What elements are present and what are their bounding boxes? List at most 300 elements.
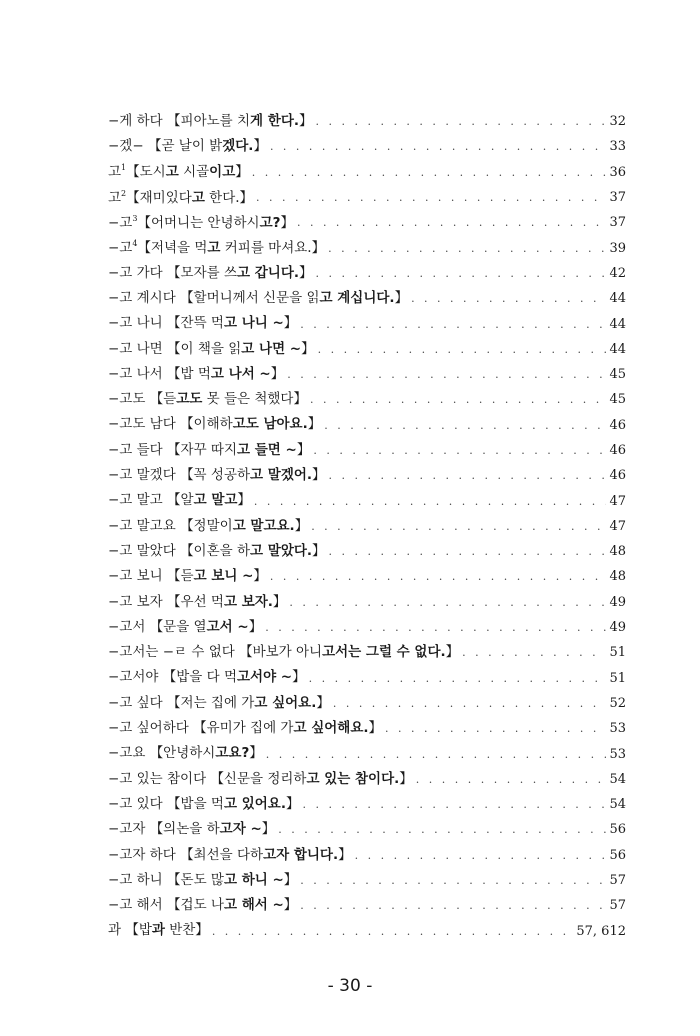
toc-entry — [108, 311, 626, 336]
example-highlight: 고도 남아요. — [232, 416, 308, 433]
toc-entry — [108, 438, 626, 463]
entry-example — [167, 568, 267, 584]
entry-label — [108, 190, 253, 206]
entry-headword: −겠− — [108, 138, 148, 155]
entry-page-number: 52 — [609, 695, 626, 711]
example-highlight: 고? — [259, 215, 281, 232]
entry-headword: −고요 — [108, 745, 150, 762]
toc-entry — [108, 590, 626, 615]
entry-page-number: 45 — [609, 367, 626, 383]
example-highlight: 고 하니 ~ — [223, 871, 284, 888]
example-text: 【의논을 하 — [149, 821, 220, 838]
example-text: 】 — [235, 164, 249, 181]
entry-example — [193, 720, 382, 736]
entry-superscript: 2 — [121, 188, 127, 198]
dot-leader — [311, 521, 606, 532]
dot-leader — [278, 824, 606, 835]
dot-leader — [254, 496, 607, 507]
entry-page-number: 48 — [609, 569, 626, 585]
dot-leader — [270, 141, 607, 152]
example-text: 【꼭 성공하 — [180, 467, 251, 484]
entry-headword: −고 하니 — [108, 871, 168, 888]
example-text: 】 — [292, 669, 306, 686]
example-text: 【저녁을 먹 — [137, 240, 208, 257]
entry-label — [108, 542, 326, 559]
example-text: 】 — [399, 770, 413, 787]
example-text: 】 — [248, 618, 263, 635]
entry-example — [137, 240, 325, 256]
entry-example — [180, 518, 308, 534]
example-highlight: 고자 ~ — [219, 821, 262, 838]
example-text: 【밥을 다 먹 — [162, 669, 237, 686]
entry-headword: −고 나서 — [108, 365, 168, 382]
dot-leader — [329, 546, 607, 557]
entry-page-number: 45 — [609, 392, 626, 408]
entry-headword: −고도 — [108, 391, 150, 408]
entry-example — [137, 215, 294, 231]
example-highlight: 고 싶어해요. — [293, 720, 369, 737]
entry-page-number: 42 — [609, 265, 626, 281]
entry-example — [167, 897, 297, 913]
entry-example — [180, 847, 352, 863]
example-text: 【밥 먹 — [167, 365, 211, 382]
entry-label — [108, 671, 306, 685]
entry-label — [108, 823, 275, 837]
entry-page-number: 47 — [609, 518, 626, 534]
entry-page-number: 37 — [609, 190, 626, 206]
entry-headword: −고서 — [108, 618, 150, 635]
entry-example — [150, 821, 276, 837]
entry-label — [108, 770, 413, 787]
example-highlight: 고서는 그럴 수 없다. — [322, 644, 446, 661]
example-text: 【듣 — [149, 391, 177, 408]
entry-example — [167, 442, 310, 458]
entry-page-number: 33 — [609, 139, 626, 155]
entry-label — [108, 441, 311, 458]
toc-entry — [108, 337, 626, 362]
entry-page-number: 32 — [609, 114, 626, 130]
toc-entry — [108, 160, 626, 185]
toc-entry — [108, 666, 626, 691]
example-text: 반찬】 — [164, 922, 209, 939]
example-text: 】 — [312, 542, 326, 559]
entry-example — [167, 695, 330, 711]
entry-page-number: 37 — [609, 215, 626, 231]
toc-entry — [108, 413, 626, 438]
toc-entry — [108, 691, 626, 716]
example-highlight: 고요? — [215, 745, 250, 762]
entry-headword: −고 — [108, 215, 133, 232]
entry-page-number: 57 — [609, 898, 626, 914]
example-highlight: 고 나면 ~ — [241, 340, 302, 357]
dot-leader — [315, 116, 606, 127]
entry-headword: −고 들다 — [108, 441, 168, 458]
example-text: 】 — [294, 517, 309, 534]
dot-leader — [462, 647, 606, 658]
example-text: 못 들은 척했다】 — [202, 391, 307, 408]
example-highlight: 겠다. — [222, 138, 254, 155]
entry-label — [108, 317, 297, 331]
entry-headword: −고 말고요 — [108, 517, 181, 534]
entry-example — [167, 341, 315, 357]
example-highlight: 고도 — [176, 391, 203, 408]
entry-page-number: 57 — [609, 873, 626, 889]
dot-leader — [300, 900, 606, 911]
entry-page-number: 54 — [609, 771, 626, 787]
entry-label — [108, 899, 297, 913]
page-number: - 30 - — [327, 976, 373, 996]
toc-entry — [108, 640, 626, 665]
example-text: 】 — [298, 112, 313, 129]
entry-example — [150, 745, 263, 761]
entry-page-number: 44 — [609, 316, 626, 332]
dot-leader — [318, 344, 607, 355]
entry-label — [108, 722, 382, 736]
entry-example — [126, 164, 249, 180]
entry-headword: −고 있다 — [108, 795, 168, 812]
example-text: 【신문을 정리하 — [210, 770, 307, 787]
dot-leader — [265, 622, 606, 633]
example-text: 【돈도 많 — [167, 871, 224, 888]
example-highlight: 고서야 ~ — [236, 669, 293, 686]
entry-headword: −고서는 −ㄹ 수 없다 — [108, 644, 240, 661]
entry-page-number: 56 — [609, 822, 626, 838]
entry-page-number: 49 — [609, 620, 626, 636]
entry-headword: −고 싶다 — [108, 694, 168, 711]
entry-label — [108, 289, 409, 306]
toc-list — [108, 109, 626, 944]
entry-headword: −고 계시다 — [108, 289, 181, 306]
entry-label — [108, 618, 263, 635]
entry-example — [126, 190, 253, 206]
example-text: 】 — [307, 416, 322, 433]
toc-entry — [108, 261, 626, 286]
entry-example — [180, 416, 321, 432]
example-text: 【어머니는 안녕하시 — [137, 215, 260, 232]
entry-page-number: 44 — [609, 291, 626, 307]
example-text: 【잔뜩 먹 — [167, 315, 224, 332]
entry-label — [108, 418, 321, 432]
example-text: 】 — [283, 897, 298, 914]
entry-example — [125, 922, 208, 938]
entry-example — [167, 594, 286, 610]
example-text: 【자꾸 따지 — [167, 441, 237, 458]
toc-entry — [108, 109, 626, 134]
entry-headword: −고 가다 — [108, 264, 168, 281]
dot-leader — [310, 394, 607, 405]
dot-leader — [289, 597, 606, 608]
entry-page-number: 44 — [609, 341, 626, 357]
example-text: 】 — [237, 492, 251, 509]
toc-entry — [108, 463, 626, 488]
toc-entry — [108, 286, 626, 311]
entry-page-number: 48 — [609, 544, 626, 560]
entry-label — [108, 365, 285, 382]
example-highlight: 고 말겠어. — [250, 467, 313, 484]
example-text: 】 — [253, 568, 267, 585]
example-highlight: 이고 — [209, 164, 236, 181]
example-text: 】 — [283, 871, 298, 888]
example-text: 【우선 먹 — [167, 593, 224, 610]
entry-label — [108, 871, 298, 888]
toc-entry — [108, 843, 626, 868]
example-highlight: 고자 합니다. — [263, 846, 339, 863]
entry-headword: −고도 남다 — [108, 416, 181, 433]
example-text: 】 — [301, 340, 315, 357]
example-text: 】 — [280, 215, 294, 232]
entry-example — [150, 391, 307, 407]
dot-leader — [300, 319, 606, 330]
example-highlight: 고 계십니다. — [319, 289, 395, 306]
entry-headword: 고 — [108, 164, 122, 181]
example-highlight: 고 — [165, 164, 179, 181]
example-text: 한다.】 — [204, 189, 254, 206]
dot-leader — [309, 673, 607, 684]
entry-label — [108, 140, 267, 154]
entry-page-number: 36 — [609, 164, 626, 180]
entry-label — [108, 264, 313, 281]
example-text: 커피를 마셔요.】 — [220, 240, 326, 257]
example-text: 】 — [445, 644, 460, 661]
dot-leader — [328, 243, 606, 254]
entry-superscript: 1 — [121, 163, 127, 173]
entry-headword: −고 싶어하다 — [108, 720, 194, 737]
example-highlight: 고 있는 참이다. — [306, 770, 400, 787]
example-highlight: 고 싶어요. — [254, 694, 317, 711]
entry-headword: 과 — [108, 922, 126, 939]
entry-label — [108, 112, 313, 129]
example-text: 】 — [270, 365, 285, 382]
example-text: 】 — [261, 821, 276, 838]
toc-entry — [108, 235, 626, 260]
entry-page-number: 51 — [609, 670, 626, 686]
dot-leader — [266, 749, 607, 760]
entry-example — [167, 265, 312, 281]
entry-page-number: 57, 612 — [576, 923, 626, 939]
entry-headword: −고 해서 — [108, 897, 168, 914]
toc-entry — [108, 488, 626, 513]
example-text: 【밥을 먹 — [167, 795, 224, 812]
dot-leader — [416, 774, 607, 785]
dot-leader — [329, 470, 607, 481]
example-text: 】 — [272, 593, 287, 610]
example-highlight: 게 한다. — [250, 112, 299, 129]
entry-page-number: 39 — [609, 240, 626, 256]
example-highlight: 고 갑니다. — [237, 264, 299, 281]
example-text: 】 — [299, 264, 313, 281]
dot-leader — [302, 799, 606, 810]
entry-example — [180, 290, 408, 306]
dot-leader — [270, 571, 607, 582]
example-text: 】 — [316, 694, 330, 711]
toc-entry — [108, 767, 626, 792]
toc-entry — [108, 564, 626, 589]
example-text: 시골 — [178, 164, 210, 181]
entry-headword: −고서야 — [108, 669, 163, 686]
example-text: 【곧 날이 밝 — [147, 138, 223, 155]
toc-entry — [108, 919, 626, 944]
entry-label — [108, 924, 209, 938]
example-highlight: 고 말고요. — [232, 517, 295, 534]
entry-example — [167, 796, 299, 812]
entry-page-number: 46 — [609, 443, 626, 458]
entry-label — [108, 694, 330, 711]
example-text: 【모자를 쓰 — [167, 264, 237, 281]
example-text: 【유미가 집에 가 — [193, 720, 294, 737]
entry-page-number: 49 — [609, 594, 626, 610]
example-text: 【할머니께서 신문을 읽 — [180, 289, 320, 306]
entry-example — [167, 492, 251, 508]
toc-entry — [108, 539, 626, 564]
example-text: 【문을 열 — [149, 618, 207, 635]
example-text: 】 — [312, 467, 326, 484]
dot-leader — [411, 293, 606, 304]
entry-label — [108, 570, 267, 584]
example-highlight: 고 보니 ~ — [193, 568, 254, 585]
entry-page-number: 56 — [609, 847, 626, 863]
entry-headword: −고 있는 참이다 — [108, 770, 211, 787]
example-highlight: 고 보자. — [223, 593, 273, 610]
entry-example — [180, 543, 325, 559]
entry-headword: −고 나면 — [108, 340, 168, 357]
entry-headword: −고자 하다 — [108, 846, 181, 863]
example-text: 【최선을 다하 — [180, 846, 264, 863]
dot-leader — [287, 369, 606, 380]
example-text: 【이혼을 하 — [180, 542, 251, 559]
example-text: 】 — [338, 846, 352, 863]
entry-example — [180, 467, 325, 483]
example-text: 【듣 — [167, 568, 194, 585]
example-highlight: 고 들면 ~ — [237, 441, 297, 458]
example-highlight: 과 — [151, 922, 165, 939]
entry-headword: −고 말겠다 — [108, 467, 181, 484]
example-highlight: 고 나서 ~ — [210, 365, 271, 382]
entry-example — [167, 315, 297, 331]
entry-example — [210, 771, 412, 787]
entry-page-number: 46 — [609, 468, 626, 484]
entry-page-number: 46 — [609, 417, 626, 433]
toc-entry — [108, 387, 626, 412]
entry-label — [108, 646, 459, 660]
toc-entry — [108, 893, 626, 918]
entry-example — [167, 872, 297, 888]
dot-leader — [385, 723, 606, 734]
entry-label — [108, 393, 307, 407]
entry-superscript: 4 — [132, 239, 138, 249]
entry-label — [108, 469, 326, 483]
example-text: 【도시 — [126, 164, 166, 181]
entry-example — [239, 644, 459, 660]
toc-entry — [108, 134, 626, 159]
example-text: 】 — [253, 138, 267, 155]
toc-entry — [108, 741, 626, 766]
toc-entry — [108, 615, 626, 640]
entry-page-number: 53 — [609, 721, 626, 737]
entry-label — [108, 517, 309, 534]
dot-leader — [256, 192, 606, 203]
dot-leader — [313, 445, 606, 456]
example-highlight: 고서 ~ — [206, 618, 249, 635]
entry-headword: −고 보자 — [108, 593, 168, 610]
example-highlight: 고 있어요. — [223, 795, 286, 812]
entry-headword: −고 말았다 — [108, 542, 181, 559]
entry-headword: −고자 — [108, 821, 150, 838]
entry-headword: −고 — [108, 240, 133, 257]
example-text: 【정말이 — [180, 517, 233, 534]
entry-label — [108, 240, 325, 256]
entry-example — [167, 113, 312, 129]
example-text: 【안녕하시 — [149, 745, 216, 762]
entry-headword: −고 나니 — [108, 315, 168, 332]
toc-entry — [108, 514, 626, 539]
toc-entry — [108, 716, 626, 741]
toc-entry — [108, 817, 626, 842]
example-text: 】 — [249, 745, 263, 762]
entry-page-number: 51 — [609, 645, 626, 661]
entry-label — [108, 747, 263, 761]
toc-entry — [108, 210, 626, 235]
example-text: 】 — [368, 720, 382, 737]
entry-example — [163, 669, 306, 685]
toc-entry — [108, 868, 626, 893]
entry-label — [108, 795, 300, 812]
example-text: 【밥 — [125, 922, 152, 939]
dot-leader — [297, 217, 607, 228]
dot-leader — [316, 268, 607, 279]
entry-label — [108, 494, 251, 508]
entry-example — [150, 619, 263, 635]
entry-label — [108, 340, 315, 357]
entry-label — [108, 593, 287, 610]
entry-label — [108, 215, 294, 231]
dot-leader — [300, 875, 606, 886]
example-highlight: 고 나니 ~ — [223, 315, 284, 332]
entry-page-number: 54 — [609, 797, 626, 813]
example-text: 【피아노를 치 — [167, 112, 251, 129]
example-text: 】 — [283, 315, 298, 332]
example-text: 【바보가 아니 — [239, 644, 323, 661]
example-highlight: 고 해서 ~ — [223, 897, 284, 914]
entry-label — [108, 846, 352, 863]
example-highlight: 고 말았다. — [250, 542, 313, 559]
example-text: 】 — [296, 441, 311, 458]
example-text: 【이해하 — [180, 416, 233, 433]
example-highlight: 고 — [191, 189, 205, 206]
toc-entry — [108, 185, 626, 210]
example-text: 【저는 집에 가 — [167, 694, 255, 711]
entry-headword: 고 — [108, 189, 122, 206]
entry-page-number: 53 — [609, 746, 626, 762]
dot-leader — [333, 698, 607, 709]
toc-entry — [108, 362, 626, 387]
example-highlight: 고 말고 — [193, 492, 238, 509]
example-text: 】 — [285, 795, 300, 812]
entry-superscript: 3 — [132, 214, 138, 224]
entry-headword: −고 말고 — [108, 492, 168, 509]
entry-headword: −게 하다 — [108, 112, 168, 129]
dot-leader — [355, 850, 607, 861]
example-text: 【재미있다 — [126, 189, 192, 206]
entry-example — [148, 138, 267, 154]
dot-leader — [324, 420, 606, 431]
entry-example — [167, 366, 284, 382]
entry-headword: −고 보니 — [108, 568, 168, 585]
dot-leader — [212, 926, 574, 937]
example-text: 】 — [394, 289, 409, 306]
example-text: 【알 — [167, 492, 194, 509]
entry-page-number: 47 — [609, 493, 626, 509]
toc-entry — [108, 792, 626, 817]
